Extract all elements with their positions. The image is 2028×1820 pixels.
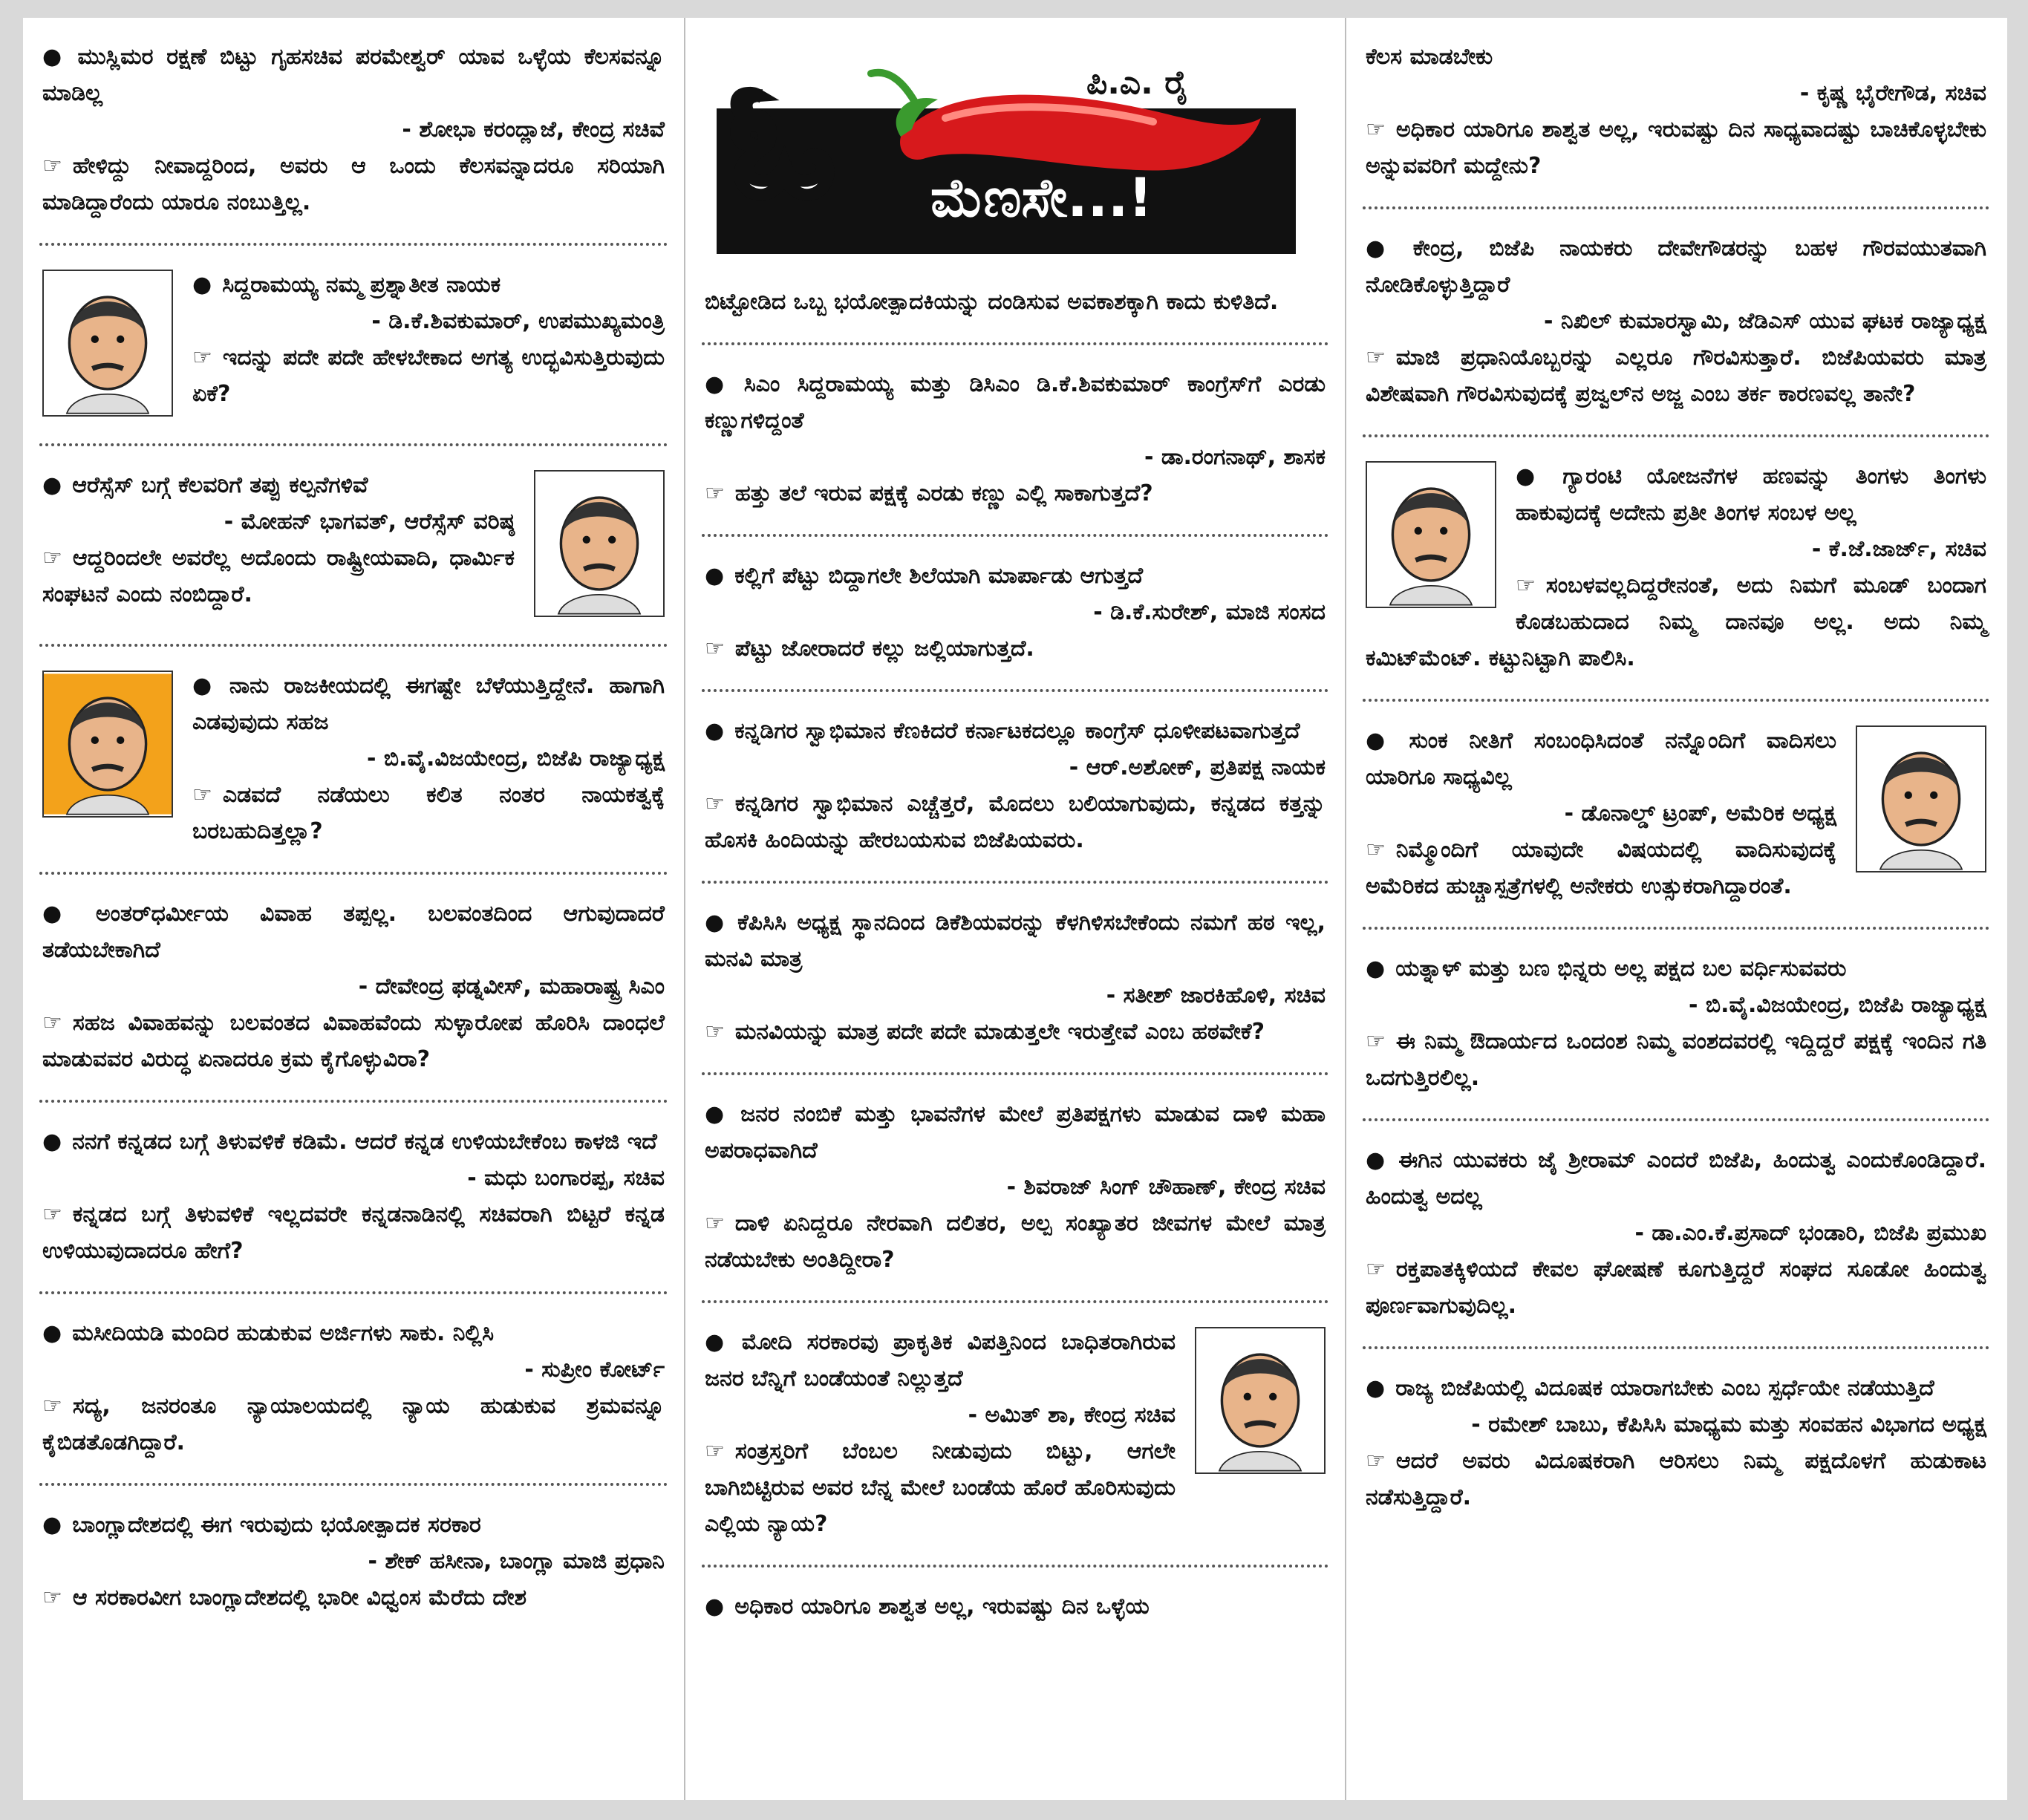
caricature-photo (1366, 461, 1496, 608)
bullet-icon: ● (192, 272, 212, 298)
quote-item (39, 246, 668, 446)
quote-item (702, 345, 1328, 537)
pointing-hand-icon: ☞ (705, 1019, 725, 1045)
pointing-hand-icon: ☞ (705, 1210, 725, 1236)
quote-text: ಸಿದ್ದರಾಮಯ್ಯ ನಮ್ಮ ಪ್ರಶ್ನಾತೀತ ನಾಯಕ (222, 272, 501, 298)
quote-item (39, 875, 668, 1103)
retort-text: ಹೇಳಿದ್ದು ನೀವಾದ್ದರಿಂದ, ಅವರು ಆ ಒಂದು ಕೆಲಸವನ್ನಾದರೂ ಸರಿಯಾಗಿ ಮಾಡಿದ್ದಾರೆಂದು ಯಾರೂ ನಂಬುತ್ತಿಲ್ಲ. (42, 153, 665, 215)
caricature-photo (534, 470, 665, 617)
quote-item (39, 446, 668, 647)
pointing-hand-icon: ☞ (705, 791, 725, 817)
quote-item (39, 1486, 668, 1638)
quote-text: ಜನರ ನಂಬಿಕೆ ಮತ್ತು ಭಾವನೆಗಳ ಮೇಲೆ ಪ್ರತಿಪಕ್ಷಗಳು ಮಾಡುವ ದಾಳಿ ಮಹಾ ಅಪರಾಧವಾಗಿದೆ (705, 1101, 1326, 1164)
quote-author: - ಮೋಹನ್ ಭಾಗವತ್, ಆರೆಸ್ಸೆಸ್ ವರಿಷ್ಠ (224, 509, 515, 535)
quote-author: - ಬಿ.ವೈ.ವಿಜಯೇಂದ್ರ, ಬಿಜೆಪಿ ರಾಜ್ಯಾಧ್ಯಕ್ಷ (367, 746, 665, 772)
quote-author: - ಆರ್.ಅಶೋಕ್, ಪ್ರತಿಪಕ್ಷ ನಾಯಕ (1069, 754, 1326, 780)
quote-author: - ಶೋಭಾ ಕರಂದ್ಲಾಜೆ, ಕೇಂದ್ರ ಸಚಿವೆ (402, 117, 665, 143)
pointing-hand-icon: ☞ (1516, 573, 1536, 598)
quote-author: - ಡೊನಾಲ್ಡ್ ಟ್ರಂಪ್, ಅಮೆರಿಕ ಅಧ್ಯಕ್ಷ (1564, 800, 1836, 826)
bullet-icon: ● (42, 1512, 62, 1538)
bullet-icon: ● (705, 1101, 731, 1127)
caricature-photo (1856, 725, 1986, 873)
quote-text: ಕೆಪಿಸಿಸಿ ಅಧ್ಯಕ್ಷ ಸ್ಥಾನದಿಂದ ಡಿಕೆಶಿಯವರನ್ನು ಕೆಳಗಿಳಿಸಬೇಕೆಂದು ನಮಗೆ ಹಠ ಇಲ್ಲ, ಮನವಿ ಮಾತ್ರ (705, 910, 1326, 972)
column-3 (1345, 18, 2006, 1800)
quote-author: - ಶಿವರಾಜ್ ಸಿಂಗ್ ಚೌಹಾಣ್, ಕೇಂದ್ರ ಸಚಿವ (1006, 1174, 1326, 1200)
quote-text: ಸಿಎಂ ಸಿದ್ದರಾಮಯ್ಯ ಮತ್ತು ಡಿಸಿಎಂ ಡಿ.ಕೆ.ಶಿವಕುಮಾರ್ ಕಾಂಗ್ರೆಸ್‌ಗೆ ಎರಡು ಕಣ್ಣುಗಳಿದ್ದಂತೆ (705, 371, 1326, 434)
bullet-icon: ● (42, 44, 68, 70)
retort-text: ದಾಳಿ ಏನಿದ್ದರೂ ನೇರವಾಗಿ ದಲಿತರ, ಅಲ್ಪ ಸಂಖ್ಯಾತರ ಜೀವಗಳ ಮೇಲೆ ಮಾತ್ರ ನಡೆಯಬೇಕು ಅಂತಿದ್ದೀರಾ? (705, 1210, 1326, 1273)
quote-item (1363, 18, 1989, 209)
bullet-icon: ● (192, 673, 219, 699)
quote-author: - ನಿಖಿಲ್ ಕುಮಾರಸ್ವಾಮಿ, ಜೆಡಿಎಸ್ ಯುವ ಘಟಕ ರಾಜ್ಯಾಧ್ಯಕ್ಷ (1544, 308, 1986, 334)
pointing-hand-icon: ☞ (1366, 1028, 1386, 1054)
quote-text: ಗ್ಯಾರಂಟಿ ಯೋಜನೆಗಳ ಹಣವನ್ನು ತಿಂಗಳು ತಿಂಗಳು ಹಾಕುವುದಕ್ಕೆ ಅದೇನು ಪ್ರತೀ ತಿಂಗಳ ಸಂಬಳ ಅಲ್ಲ (1516, 463, 1986, 526)
quote-author: - ಅಮಿತ್ ಶಾ, ಕೇಂದ್ರ ಸಚಿವ (968, 1402, 1176, 1428)
quote-author: - ಬಿ.ವೈ.ವಿಜಯೇಂದ್ರ, ಬಿಜೆಪಿ ರಾಜ್ಯಾಧ್ಯಕ್ಷ (1689, 992, 1986, 1018)
quote-item (39, 1103, 668, 1294)
retort-text: ಹತ್ತು ತಲೆ ಇರುವ ಪಕ್ಷಕ್ಕೆ ಎರಡು ಕಣ್ಣು ಎಲ್ಲಿ ಸಾಕಾಗುತ್ತದೆ? (734, 480, 1153, 506)
retort-text: ಅಧಿಕಾರ ಯಾರಿಗೂ ಶಾಶ್ವತ ಅಲ್ಲ, ಇರುವಷ್ಟು ದಿನ ಸಾಧ್ಯವಾದಷ್ಟು ಬಾಚಿಕೊಳ್ಳಬೇಕು ಅನ್ನುವವರಿಗೆ ಮದ್ದೇನು? (1366, 117, 1986, 179)
columnist-byline: ಪಿ.ಎ. ರೈ (1086, 64, 1189, 102)
bullet-icon: ● (1516, 463, 1553, 489)
quote-item (702, 1568, 1328, 1647)
retort-text: ಆದರೆ ಅವರು ವಿದೂಷಕರಾಗಿ ಆರಿಸಲು ನಿಮ್ಮ ಪಕ್ಷದೊಳಗೆ ಹುಡುಕಾಟ ನಡೆಸುತ್ತಿದ್ದಾರೆ. (1366, 1448, 1986, 1510)
pointing-hand-icon: ☞ (42, 1010, 62, 1036)
bullet-icon: ● (42, 472, 62, 498)
bullet-icon: ● (705, 1594, 725, 1620)
quote-text: ಮೋದಿ ಸರಕಾರವು ಪ್ರಾಕೃತಿಕ ವಿಪತ್ತಿನಿಂದ ಬಾಧಿತರಾಗಿರುವ ಜನರ ಬೆನ್ನಿಗೆ ಬಂಡೆಯಂತೆ ನಿಲ್ಲುತ್ತದೆ (705, 1329, 1176, 1392)
bullet-icon: ● (705, 371, 734, 397)
retort-text: ಈ ನಿಮ್ಮ ಔದಾರ್ಯದ ಒಂದಂಶ ನಿಮ್ಮ ವಂಶದವರಲ್ಲಿ ಇದ್ದಿದ್ದರೆ ಪಕ್ಷಕ್ಕೆ ಇಂದಿನ ಗತಿ ಒದಗುತ್ತಿರಲಿಲ್ಲ. (1366, 1028, 1986, 1091)
quote-text: ಅಧಿಕಾರ ಯಾರಿಗೂ ಶಾಶ್ವತ ಅಲ್ಲ, ಇರುವಷ್ಟು ದಿನ ಒಳ್ಳೆಯ (734, 1594, 1150, 1620)
retort-text: ಸದ್ಯ, ಜನರಂತೂ ನ್ಯಾಯಾಲಯದಲ್ಲಿ ನ್ಯಾಯ ಹುಡುಕುವ ಶ್ರಮವನ್ನೂ ಕೈಬಿಡತೊಡಗಿದ್ದಾರೆ. (42, 1393, 665, 1455)
quote-author: - ಡಿ.ಕೆ.ಸುರೇಶ್, ಮಾಜಿ ಸಂಸದ (1093, 599, 1326, 625)
quote-author: - ರಮೇಶ್ ಬಾಬು, ಕೆಪಿಸಿಸಿ ಮಾಧ್ಯಮ ಮತ್ತು ಸಂವಹನ ವಿಭಾಗದ ಅಧ್ಯಕ್ಷ (1471, 1412, 1986, 1438)
quote-author: - ಡಿ.ಕೆ.ಶಿವಕುಮಾರ್, ಉಪಮುಖ್ಯಮಂತ್ರಿ (371, 308, 665, 334)
pointing-hand-icon: ☞ (1366, 1256, 1386, 1282)
bullet-icon: ● (705, 718, 725, 744)
bullet-icon: ● (705, 563, 725, 589)
logo-word: ಮೆಣಸೇ...! (930, 166, 1153, 229)
quote-item (702, 1303, 1328, 1568)
quote-item (702, 263, 1328, 345)
retort-text: ಆ ಸರಕಾರವೀಗ ಬಾಂಗ್ಲಾದೇಶದಲ್ಲಿ ಭಾರೀ ವಿಧ್ವಂಸ ಮೆರೆದು ದೇಶ (72, 1585, 527, 1611)
quote-author: - ಮಧು ಬಂಗಾರಪ್ಪ, ಸಚಿವ (467, 1165, 665, 1191)
quote-item (702, 1075, 1328, 1303)
caricature-photo (42, 270, 173, 417)
logo-letter: ಓ (730, 49, 835, 231)
quote-text: ಸುಂಕ ನೀತಿಗೆ ಸಂಬಂಧಿಸಿದಂತೆ ನನ್ನೊಂದಿಗೆ ವಾದಿಸಲು ಯಾರಿಗೂ ಸಾಧ್ಯವಿಲ್ಲ (1366, 728, 1837, 790)
retort-text: ಕನ್ನಡಿಗರ ಸ್ವಾಭಿಮಾನ ಎಚ್ಚೆತ್ತರೆ, ಮೊದಲು ಬಲಿಯಾಗುವುದು, ಕನ್ನಡದ ಕತ್ತನ್ನು ಹೊಸಕಿ ಹಿಂದಿಯನ್ನು ಹೇರಬಯಸುವ ಬಿಜೆಪಿಯವರು. (705, 791, 1326, 853)
quote-text: ಯತ್ನಾಳ್ ಮತ್ತು ಬಣ ಭಿನ್ನರು ಅಲ್ಲ ಪಕ್ಷದ ಬಲ ವರ್ಧಿಸುವವರು (1395, 956, 1847, 982)
pointing-hand-icon: ☞ (705, 636, 725, 662)
pointing-hand-icon: ☞ (1366, 117, 1386, 143)
masthead (685, 18, 1345, 263)
retort-text: ಕನ್ನಡದ ಬಗ್ಗೆ ತಿಳುವಳಿಕೆ ಇಲ್ಲದವರೇ ಕನ್ನಡನಾಡಿನಲ್ಲಿ ಸಚಿವರಾಗಿ ಬಿಟ್ಟರೆ ಕನ್ನಡ ಉಳಿಯುವುದಾದರೂ ಹೇಗೆ? (42, 1201, 665, 1264)
quote-author: - ಡಾ.ಎಂ.ಕೆ.ಪ್ರಸಾದ್ ಭಂಡಾರಿ, ಬಿಜೆಪಿ ಪ್ರಮುಖ (1634, 1220, 1986, 1246)
retort-text: ಸಂಬಳವಲ್ಲದಿದ್ದರೇನಂತೆ, ಅದು ನಿಮಗೆ ಮೂಡ್ ಬಂದಾಗ ಕೊಡಬಹುದಾದ ನಿಮ್ಮ ದಾನವೂ ಅಲ್ಲ. ಅದು ನಿಮ್ಮ ಕಮಿಟ್‌ಮೆಂಟ್. ಕಟ್ಟುನಿಟ್ಟಾಗಿ ಪಾಲಿಸಿ. (1366, 573, 1986, 671)
bullet-icon: ● (42, 901, 85, 927)
bullet-icon: ● (1366, 728, 1399, 754)
quote-item (1363, 1349, 1989, 1538)
caricature-photo (42, 671, 173, 818)
quote-text: ನನಗೆ ಕನ್ನಡದ ಬಗ್ಗೆ ತಿಳುವಳಿಕೆ ಕಡಿಮೆ. ಆದರೆ ಕನ್ನಡ ಉಳಿಯಬೇಕೆಂಬ ಕಾಳಜಿ ಇದೆ (72, 1129, 657, 1155)
retort-text: ಎಡವದೆ ನಡೆಯಲು ಕಲಿತ ನಂತರ ನಾಯಕತ್ವಕ್ಕೆ ಬರಬಹುದಿತ್ತಲ್ಲಾ? (192, 782, 665, 844)
bullet-icon: ● (705, 1329, 731, 1355)
quote-item (1363, 930, 1989, 1121)
newspaper-column (23, 18, 2007, 1800)
quote-text: ಈಗಿನ ಯುವಕರು ಜೈ ಶ್ರೀರಾಮ್ ಎಂದರೆ ಬಿಜೆಪಿ, ಹಿಂದುತ್ವ ಎಂದುಕೊಂಡಿದ್ದಾರೆ. ಹಿಂದುತ್ವ ಅದಲ್ಲ (1366, 1147, 1986, 1210)
quote-text: ಬಾಂಗ್ಲಾದೇಶದಲ್ಲಿ ಈಗ ಇರುವುದು ಭಯೋತ್ಪಾದಕ ಸರಕಾರ (72, 1512, 481, 1538)
pointing-hand-icon: ☞ (42, 545, 62, 571)
retort-text: ನಿಮ್ಮೊಂದಿಗೆ ಯಾವುದೇ ವಿಷಯದಲ್ಲಿ ವಾದಿಸುವುದಕ್ಕೆ ಅಮೆರಿಕದ ಹುಚ್ಚಾಸ್ಪತ್ರೆಗಳಲ್ಲಿ ಅನೇಕರು ಉತ್ಸುಕರಾಗಿದ್ದಾರಂತೆ. (1366, 837, 1836, 899)
bullet-icon: ● (42, 1129, 62, 1155)
quote-text: ಕೇಂದ್ರ, ಬಿಜೆಪಿ ನಾಯಕರು ದೇವೇಗೌಡರನ್ನು ಬಹಳ ಗೌರವಯುತವಾಗಿ ನೋಡಿಕೊಳ್ಳುತ್ತಿದ್ದಾರೆ (1366, 235, 1986, 298)
quote-item (39, 18, 668, 246)
quote-text: ನಾನು ರಾಜಕೀಯದಲ್ಲಿ ಈಗಷ್ಟೇ ಬೆಳೆಯುತ್ತಿದ್ದೇನೆ. ಹಾಗಾಗಿ ಎಡವುವುದು ಸಹಜ (192, 673, 665, 735)
retort-text: ಆದ್ದರಿಂದಲೇ ಅವರೆಲ್ಲ ಅದೊಂದು ರಾಷ್ಟ್ರೀಯವಾದಿ, ಧಾರ್ಮಿಕ ಸಂಘಟನೆ ಎಂದು ನಂಬಿದ್ದಾರೆ. (42, 545, 515, 607)
quote-author: - ಸತೀಶ್ ಜಾರಕಿಹೊಳಿ, ಸಚಿವ (1106, 982, 1326, 1008)
bullet-icon: ● (1366, 1375, 1386, 1401)
quote-item (1363, 702, 1989, 930)
retort-text: ರಕ್ತಪಾತಕ್ಕಿಳಿಯದೆ ಕೇವಲ ಘೋಷಣೆ ಕೂಗುತ್ತಿದ್ದರೆ ಸಂಘದ ಸೂಡೋ ಹಿಂದುತ್ವ ಪೂರ್ಣವಾಗುವುದಿಲ್ಲ. (1366, 1256, 1986, 1319)
quote-item (1363, 209, 1989, 437)
retort-text: ಮನವಿಯನ್ನು ಮಾತ್ರ ಪದೇ ಪದೇ ಮಾಡುತ್ತಲೇ ಇರುತ್ತೇವೆ ಎಂಬ ಹಠವೇಕೆ? (734, 1019, 1265, 1045)
pointing-hand-icon: ☞ (1366, 837, 1386, 863)
retort-text: ಇದನ್ನು ಪದೇ ಪದೇ ಹೇಳಬೇಕಾದ ಅಗತ್ಯ ಉದ್ಭವಿಸುತ್ತಿರುವುದು ಏಕೆ? (192, 345, 665, 407)
continued-text: ಕೆಲಸ ಮಾಡಬೇಕು (1366, 44, 1493, 70)
pointing-hand-icon: ☞ (705, 480, 725, 506)
pointing-hand-icon: ☞ (192, 782, 212, 808)
pointing-hand-icon: ☞ (1366, 345, 1386, 371)
quote-author: - ಶೇಕ್ ಹಸೀನಾ, ಬಾಂಗ್ಲಾ ಮಾಜಿ ಪ್ರಧಾನಿ (368, 1548, 665, 1574)
quote-text: ಕನ್ನಡಿಗರ ಸ್ವಾಭಿಮಾನ ಕೆಣಕಿದರೆ ಕರ್ನಾಟಕದಲ್ಲೂ ಕಾಂಗ್ರೆಸ್ ಧೂಳೀಪಟವಾಗುತ್ತದೆ (734, 718, 1300, 744)
quote-item (1363, 437, 1989, 702)
column-1 (23, 18, 684, 1800)
quote-item (1363, 1121, 1989, 1349)
column-2 (684, 18, 1345, 1800)
retort-text: ಸಂತ್ರಸ್ತರಿಗೆ ಬೆಂಬಲ ನೀಡುವುದು ಬಿಟ್ಟು, ಆಗಲೇ ಬಾಗಿಬಿಟ್ಟಿರುವ ಅವರ ಬೆನ್ನ ಮೇಲೆ ಬಂಡೆಯ ಹೊರೆ ಹೊರಿಸುವುದು ಎಲ್ಲಿಯ ನ್ಯಾಯ? (705, 1438, 1176, 1537)
quote-author: - ಕೆ.ಜೆ.ಜಾರ್ಜ್, ಸಚಿವ (1811, 536, 1986, 562)
retort-text: ಮಾಜಿ ಪ್ರಧಾನಿಯೊಬ್ಬರನ್ನು ಎಲ್ಲರೂ ಗೌರವಿಸುತ್ತಾರೆ. ಬಿಜೆಪಿಯವರು ಮಾತ್ರ ವಿಶೇಷವಾಗಿ ಗೌರವಿಸುವುದಕ್ಕೆ ಪ್ರಜ್ವಲ್‌ನ ಅಜ್ಜ ಎಂಬ ತರ್ಕ ಕಾರಣವಲ್ಲ ತಾನೇ? (1366, 345, 1986, 407)
pointing-hand-icon: ☞ (42, 1585, 62, 1611)
bullet-icon: ● (1366, 235, 1403, 261)
quote-author: - ಡಾ.ರಂಗನಾಥ್, ಶಾಸಕ (1144, 444, 1326, 470)
quote-author: - ಕೃಷ್ಣ ಭೈರೇಗೌಡ, ಸಚಿವ (1799, 80, 1986, 106)
bullet-icon: ● (1366, 956, 1386, 982)
quote-text: ಮಸೀದಿಯಡಿ ಮಂದಿರ ಹುಡುಕುವ ಅರ್ಜಿಗಳು ಸಾಕು. ನಿಲ್ಲಿಸಿ (72, 1320, 495, 1346)
caricature-photo (1195, 1327, 1326, 1474)
quote-item (702, 692, 1328, 884)
quote-text: ಆರೆಸ್ಸೆಸ್ ಬಗ್ಗೆ ಕೆಲವರಿಗೆ ತಪ್ಪು ಕಲ್ಪನೆಗಳಿವೆ (72, 472, 368, 498)
bullet-icon: ● (1366, 1147, 1389, 1173)
retort-text: ಪೆಟ್ಟು ಜೋರಾದರೆ ಕಲ್ಲು ಜಲ್ಲಿಯಾಗುತ್ತದೆ. (734, 636, 1034, 662)
quote-author: - ಸುಪ್ರೀಂ ಕೋರ್ಟ್ (524, 1357, 665, 1383)
pointing-hand-icon: ☞ (42, 1201, 62, 1227)
bullet-icon: ● (705, 910, 728, 936)
quote-item (702, 884, 1328, 1075)
quote-text: ಅಂತರ್‌ಧರ್ಮೀಯ ವಿವಾಹ ತಪ್ಪಲ್ಲ. ಬಲವಂತದಿಂದ ಆಗುವುದಾದರೆ ತಡೆಯಬೇಕಾಗಿದೆ (42, 901, 665, 963)
quote-text: ರಾಜ್ಯ ಬಿಜೆಪಿಯಲ್ಲಿ ವಿದೂಷಕ ಯಾರಾಗಬೇಕು ಎಂಬ ಸ್ಪರ್ಧೆಯೇ ನಡೆಯುತ್ತಿದೆ (1395, 1375, 1934, 1401)
pointing-hand-icon: ☞ (1366, 1448, 1386, 1474)
pointing-hand-icon: ☞ (705, 1438, 725, 1464)
quote-item (39, 1294, 668, 1486)
quote-author: - ದೇವೇಂದ್ರ ಫಡ್ನವೀಸ್, ಮಹಾರಾಷ್ಟ್ರ ಸಿಎಂ (358, 973, 665, 999)
quote-item (702, 537, 1328, 692)
pointing-hand-icon: ☞ (42, 153, 62, 179)
continued-text: ಬಿಟ್ಟೋಡಿದ ಒಬ್ಬ ಭಯೋತ್ಪಾದಕಿಯನ್ನು ದಂಡಿಸುವ ಅವಕಾಶಕ್ಕಾಗಿ ಕಾದು ಕುಳಿತಿದೆ. (705, 289, 1279, 315)
pointing-hand-icon: ☞ (42, 1393, 62, 1419)
retort-text: ಸಹಜ ವಿವಾಹವನ್ನು ಬಲವಂತದ ವಿವಾಹವೆಂದು ಸುಳ್ಳಾರೋಪ ಹೊರಿಸಿ ದಾಂಧಲೆ ಮಾಡುವವರ ವಿರುದ್ಧ ಏನಾದರೂ ಕ್ರಮ ಕೈಗೊಳ್ಳುವಿರಾ? (42, 1010, 665, 1072)
pointing-hand-icon: ☞ (192, 345, 212, 371)
quote-item (39, 647, 668, 875)
quote-text: ಕಲ್ಲಿಗೆ ಪೆಟ್ಟು ಬಿದ್ದಾಗಲೇ ಶಿಲೆಯಾಗಿ ಮಾರ್ಪಾಡು ಆಗುತ್ತದೆ (734, 563, 1144, 589)
bullet-icon: ● (42, 1320, 62, 1346)
quote-text: ಮುಸ್ಲಿಮರ ರಕ್ಷಣೆ ಬಿಟ್ಟು ಗೃಹಸಚಿವ ಪರಮೇಶ್ವರ್ ಯಾವ ಒಳ್ಳೆಯ ಕೆಲಸವನ್ನೂ ಮಾಡಿಲ್ಲ (42, 44, 665, 106)
